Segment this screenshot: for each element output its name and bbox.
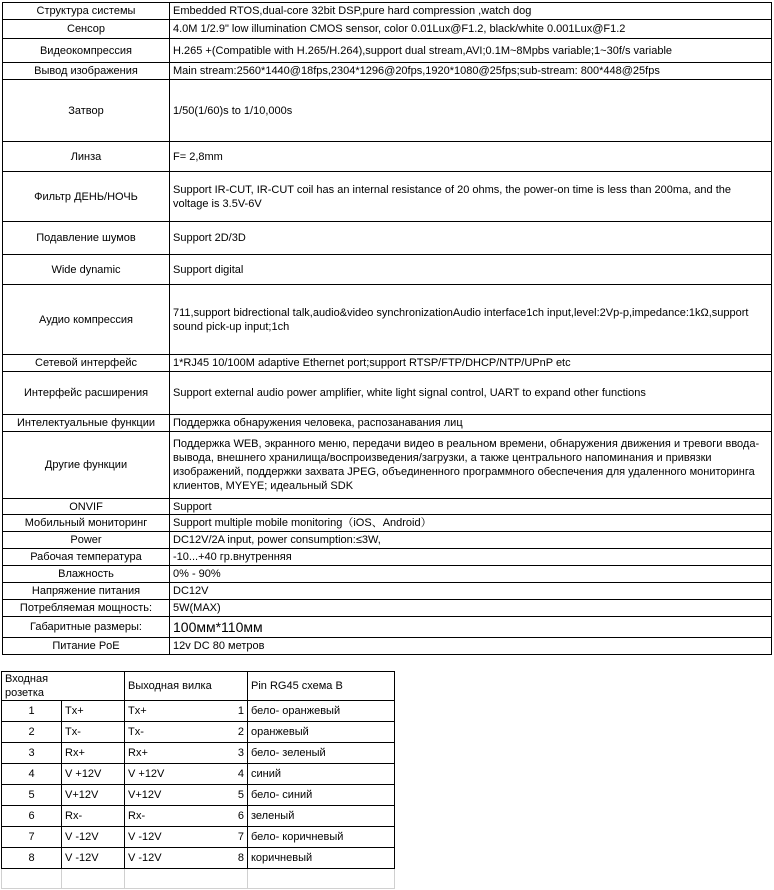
pinout-pin: 3	[237, 747, 244, 759]
pinout-pin: 5	[237, 789, 244, 801]
spec-label: Напряжение питания	[3, 583, 170, 600]
pinout-row	[2, 806, 395, 827]
pinout-pin: 7	[237, 831, 244, 843]
spec-row-dimensions	[3, 617, 772, 638]
pinout-wire-color: зеленый	[248, 806, 395, 827]
spec-label: Сетевой интерфейс	[3, 355, 170, 372]
pinout-input: Tx+	[62, 701, 125, 722]
pinout-header-row	[2, 672, 395, 701]
pinout-output	[125, 764, 248, 785]
empty-cell	[2, 869, 62, 889]
pinout-wire-color: синий	[248, 764, 395, 785]
spec-value: 711,support bidrectional talk,audio&video synchronizationAudio interface1ch input,level:2Vp-p,impedance:1kΩ,support sound pick-up input;1ch	[170, 285, 772, 355]
pinout-wire-color: оранжевый	[248, 722, 395, 743]
spec-value: -10...+40 гр.внутренняя	[170, 549, 772, 566]
spec-value: 100мм*110мм	[170, 617, 772, 638]
empty-cell	[125, 869, 248, 889]
pinout-output-signal: V +12V	[128, 768, 165, 780]
pinout-empty-row	[2, 869, 395, 889]
pinout-row	[2, 701, 395, 722]
spec-row-image-output	[3, 63, 772, 80]
spec-label: Рабочая температура	[3, 549, 170, 566]
pinout-output-signal: Rx+	[128, 747, 148, 759]
pinout-output-signal: Tx-	[128, 726, 144, 738]
spec-value: DC12V	[170, 583, 772, 600]
pinout-wire-color: бело- зеленый	[248, 743, 395, 764]
pinout-output-signal: V -12V	[128, 831, 162, 843]
spec-row-poe-power	[3, 638, 772, 655]
pinout-number: 1	[2, 701, 62, 722]
pinout-row	[2, 827, 395, 848]
pinout-wire-color: бело- оранжевый	[248, 701, 395, 722]
spec-label: Линза	[3, 142, 170, 172]
spec-label: Аудио компрессия	[3, 285, 170, 355]
spec-value: Поддержка обнаружения человека, распозанавания лиц	[170, 415, 772, 432]
spec-row-expansion-interface	[3, 372, 772, 415]
spec-value: 1/50(1/60)s to 1/10,000s	[170, 80, 772, 142]
pinout-number: 2	[2, 722, 62, 743]
pinout-input: V -12V	[62, 848, 125, 869]
spec-row-noise-reduction	[3, 222, 772, 255]
spec-label: Габаритные размеры:	[3, 617, 170, 638]
pinout-output-signal: Rx-	[128, 810, 146, 822]
spec-row-sensor	[3, 20, 772, 39]
spec-row-power	[3, 532, 772, 549]
pinout-row	[2, 764, 395, 785]
pinout-output	[125, 701, 248, 722]
pinout-pin: 1	[237, 705, 244, 717]
pinout-input: Rx-	[62, 806, 125, 827]
spec-value: Support	[170, 499, 772, 515]
spec-value: Support external audio power amplifier, white light signal control, UART to expand other functions	[170, 372, 772, 415]
pinout-input: V +12V	[62, 764, 125, 785]
pinout-header-blank	[62, 672, 125, 701]
spec-value: Support 2D/3D	[170, 222, 772, 255]
pinout-number: 8	[2, 848, 62, 869]
pinout-input: Rx+	[62, 743, 125, 764]
pinout-output	[125, 743, 248, 764]
spec-row-lens	[3, 142, 772, 172]
spec-value: Support IR-CUT, IR-CUT coil has an internal resistance of 20 ohms, the power-on time is less than 200ma, and the voltage is 3.5V-6V	[170, 172, 772, 222]
empty-cell	[248, 869, 395, 889]
spec-label: Другие функции	[3, 432, 170, 499]
pinout-output	[125, 785, 248, 806]
pinout-wire-color: коричневый	[248, 848, 395, 869]
spec-row-audio-compression	[3, 285, 772, 355]
spec-row-humidity	[3, 566, 772, 583]
pinout-output-signal: V+12V	[128, 789, 162, 801]
pinout-pin: 4	[237, 768, 244, 780]
spec-value: 1*RJ45 10/100M adaptive Ethernet port;support RTSP/FTP/DHCP/NTP/UPnP etc	[170, 355, 772, 372]
spec-label: Power	[3, 532, 170, 549]
pinout-header-output: Выходная вилка	[125, 672, 248, 701]
spec-label: Мобильный мониторинг	[3, 515, 170, 532]
spec-label: Структура системы	[3, 3, 170, 20]
spec-row-other-functions	[3, 432, 772, 499]
spec-row-supply-voltage	[3, 583, 772, 600]
pinout-output	[125, 722, 248, 743]
spec-label: Видеокомпрессия	[3, 39, 170, 63]
spec-value: Support multiple mobile monitoring（iOS、Android）	[170, 515, 772, 532]
spec-row-system	[3, 3, 772, 20]
pinout-output	[125, 827, 248, 848]
spec-value: 12v DC 80 метров	[170, 638, 772, 655]
spec-value: Main stream:2560*1440@18fps,2304*1296@20fps,1920*1080@25fps;sub-stream: 800*448@25fps	[170, 63, 772, 80]
spec-row-mobile-monitoring	[3, 515, 772, 532]
spec-label: Интерфейс расширения	[3, 372, 170, 415]
pinout-number: 6	[2, 806, 62, 827]
spec-label: Сенсор	[3, 20, 170, 39]
spec-value: Поддержка WEB, экранного меню, передачи видео в реальном времени, обнаружения движения и тревоги ввода-вывода, внешнего хранилища/воспроизведения/загрузки, а также центрального напоминания и привязки изображений, поддержки захвата JPEG, объединенного программного обеспечения для удаленного мониторинга клиентов, MYEYE; идеальный SDK	[170, 432, 772, 499]
pinout-row	[2, 722, 395, 743]
pinout-table	[1, 671, 395, 889]
spec-row-shutter	[3, 80, 772, 142]
spec-row-video-compression	[3, 39, 772, 63]
spec-value: 5W(MAX)	[170, 600, 772, 617]
spec-value: 0% - 90%	[170, 566, 772, 583]
pinout-row	[2, 743, 395, 764]
spec-label: Вывод изображения	[3, 63, 170, 80]
spec-row-day-night-filter	[3, 172, 772, 222]
spec-label: ONVIF	[3, 499, 170, 515]
pinout-input: V+12V	[62, 785, 125, 806]
pinout-header-pin-scheme: Pin RG45 схема B	[248, 672, 395, 701]
pinout-number: 3	[2, 743, 62, 764]
pinout-wire-color: бело- синий	[248, 785, 395, 806]
pinout-output-signal: V -12V	[128, 852, 162, 864]
pinout-input: V -12V	[62, 827, 125, 848]
spec-row-wide-dynamic	[3, 255, 772, 285]
pinout-output-signal: Tx+	[128, 705, 147, 717]
pinout-input: Tx-	[62, 722, 125, 743]
spec-table	[2, 2, 772, 655]
spec-value: 4.0M 1/2.9" low illumination CMOS sensor, color 0.01Lux@F1.2, black/white 0.001Lux@F1.2	[170, 20, 772, 39]
spec-row-onvif	[3, 499, 772, 515]
spec-row-operating-temperature	[3, 549, 772, 566]
pinout-pin: 8	[237, 852, 244, 864]
spec-row-power-consumption	[3, 600, 772, 617]
spec-value: F= 2,8mm	[170, 142, 772, 172]
spec-label: Питание PoE	[3, 638, 170, 655]
pinout-row	[2, 785, 395, 806]
pinout-header-input: Входная розетка	[2, 672, 62, 701]
pinout-output	[125, 806, 248, 827]
spec-value: Embedded RTOS,dual-core 32bit DSP,pure hard compression ,watch dog	[170, 3, 772, 20]
empty-cell	[62, 869, 125, 889]
pinout-number: 4	[2, 764, 62, 785]
spec-label: Затвор	[3, 80, 170, 142]
pinout-row	[2, 848, 395, 869]
spec-label: Влажность	[3, 566, 170, 583]
spec-label: Потребляемая мощность:	[3, 600, 170, 617]
spec-value: Support digital	[170, 255, 772, 285]
spec-row-network-interface	[3, 355, 772, 372]
spec-label: Wide dynamic	[3, 255, 170, 285]
pinout-number: 5	[2, 785, 62, 806]
spec-label: Подавление шумов	[3, 222, 170, 255]
pinout-output	[125, 848, 248, 869]
pinout-number: 7	[2, 827, 62, 848]
pinout-wire-color: бело- коричневый	[248, 827, 395, 848]
pinout-pin: 2	[237, 726, 244, 738]
pinout-pin: 6	[237, 810, 244, 822]
spec-row-intelligent-functions	[3, 415, 772, 432]
spec-value: DC12V/2A input, power consumption:≤3W,	[170, 532, 772, 549]
spec-label: Фильтр ДЕНЬ/НОЧЬ	[3, 172, 170, 222]
spec-label: Интелектуальные функции	[3, 415, 170, 432]
spec-value: H.265 +(Compatible with H.265/H.264),support dual stream,AVI;0.1M~8Mpbs variable;1~30f/s variable	[170, 39, 772, 63]
